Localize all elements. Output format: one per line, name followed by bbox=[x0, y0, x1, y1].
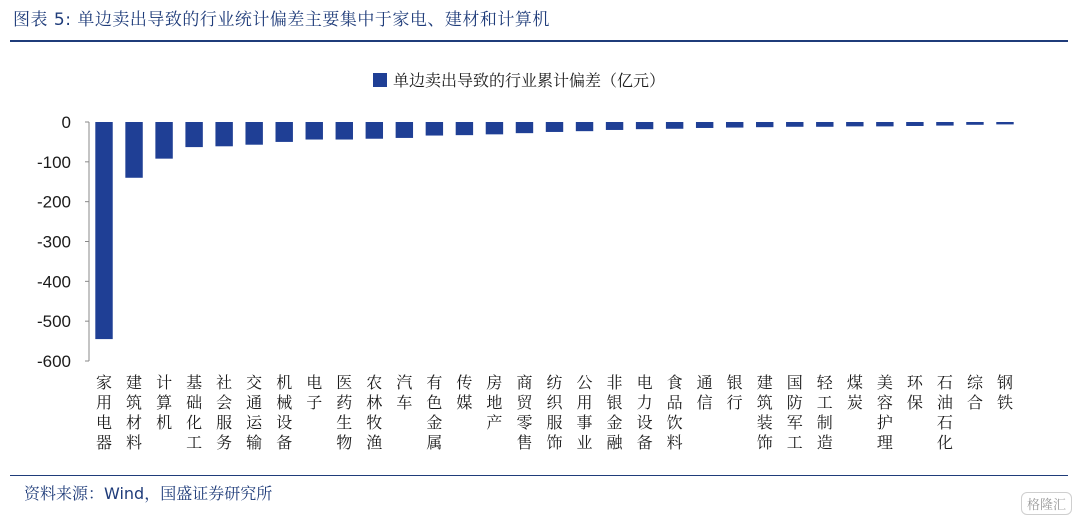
bar bbox=[125, 122, 142, 178]
bar bbox=[876, 122, 893, 126]
bar bbox=[456, 122, 473, 135]
bar bbox=[486, 122, 503, 134]
bar bbox=[606, 122, 623, 130]
bars bbox=[95, 122, 1013, 339]
legend bbox=[373, 71, 665, 90]
bar bbox=[636, 122, 653, 129]
x-tick-label: 国防军工 bbox=[786, 373, 803, 452]
y-tick-label: -500 bbox=[36, 312, 71, 332]
x-tick-label: 汽车 bbox=[396, 373, 413, 412]
bar bbox=[996, 122, 1013, 124]
x-tick-label: 基础化工 bbox=[186, 373, 203, 452]
x-tick-label: 机械设备 bbox=[276, 373, 293, 452]
bar bbox=[215, 122, 232, 146]
y-axis bbox=[37, 113, 89, 371]
bar bbox=[696, 122, 713, 128]
x-tick-label: 建筑材料 bbox=[126, 373, 143, 452]
y-tick-label: 0 bbox=[61, 113, 71, 132]
x-tick-label: 建筑装饰 bbox=[756, 373, 773, 452]
bar bbox=[95, 122, 112, 339]
x-tick-label: 房地产 bbox=[486, 373, 503, 432]
y-tick-label: -400 bbox=[36, 272, 71, 292]
bar bbox=[396, 122, 413, 138]
x-tick-label: 商贸零售 bbox=[516, 373, 533, 452]
x-tick-label: 食品饮料 bbox=[666, 373, 683, 452]
x-tick-label: 有色金属 bbox=[426, 373, 443, 452]
bar bbox=[756, 122, 773, 127]
bar bbox=[666, 122, 683, 129]
x-tick-label: 煤炭 bbox=[846, 373, 863, 412]
x-tick-label: 传媒 bbox=[456, 373, 473, 412]
x-tick-label: 交通运输 bbox=[246, 373, 263, 452]
bar bbox=[816, 122, 833, 127]
bar bbox=[185, 122, 202, 147]
x-tick-label: 银行 bbox=[726, 373, 743, 412]
x-tick-label: 轻工制造 bbox=[816, 373, 833, 452]
x-tick-label: 非银金融 bbox=[606, 373, 623, 452]
x-tick-label: 社会服务 bbox=[216, 373, 233, 452]
x-tick-label: 公用事业 bbox=[576, 373, 593, 452]
footer-divider bbox=[10, 475, 1068, 476]
x-tick-label: 计算机 bbox=[156, 373, 173, 432]
bar bbox=[276, 122, 293, 142]
bar bbox=[155, 122, 172, 159]
bar bbox=[306, 122, 323, 140]
x-tick-label: 纺织服饰 bbox=[546, 373, 563, 452]
bar bbox=[546, 122, 563, 132]
legend-label: 单边卖出导致的行业累计偏差（亿元） bbox=[393, 71, 666, 90]
y-tick-label: -100 bbox=[36, 152, 71, 172]
bar bbox=[846, 122, 863, 126]
bar bbox=[726, 122, 743, 128]
chart-title: 图表 5: 单边卖出导致的行业统计偏差主要集中于家电、建材和计算机 bbox=[13, 10, 550, 30]
x-tick-label: 电力设备 bbox=[636, 373, 653, 452]
bar bbox=[786, 122, 803, 127]
x-tick-label: 通信 bbox=[696, 373, 713, 412]
source-note: 资料来源：Wind，国盛证券研究所 bbox=[24, 484, 273, 503]
x-tick-label: 家用电器 bbox=[96, 373, 113, 452]
bar bbox=[576, 122, 593, 131]
x-tick-label: 石油石化 bbox=[936, 373, 953, 452]
x-tick-label: 医药生物 bbox=[336, 373, 353, 452]
watermark-logo: 格隆汇 bbox=[1021, 492, 1072, 515]
x-axis-labels bbox=[96, 373, 1013, 452]
bar bbox=[966, 122, 983, 125]
x-tick-label: 综合 bbox=[966, 373, 983, 412]
x-tick-label: 钢铁 bbox=[996, 373, 1013, 412]
legend-swatch bbox=[373, 73, 387, 87]
bar bbox=[426, 122, 443, 136]
bar bbox=[245, 122, 262, 145]
bar bbox=[516, 122, 533, 133]
x-tick-label: 电子 bbox=[306, 373, 323, 412]
bar bbox=[366, 122, 383, 139]
x-tick-label: 农林牧渔 bbox=[366, 373, 383, 452]
bar bbox=[336, 122, 353, 140]
y-tick-label: -300 bbox=[36, 232, 71, 252]
x-tick-label: 美容护理 bbox=[876, 373, 893, 452]
y-tick-label: -600 bbox=[36, 352, 71, 371]
bar bbox=[936, 122, 953, 126]
bar bbox=[906, 122, 923, 126]
x-tick-label: 环保 bbox=[906, 373, 923, 412]
y-tick-label: -200 bbox=[36, 192, 71, 212]
